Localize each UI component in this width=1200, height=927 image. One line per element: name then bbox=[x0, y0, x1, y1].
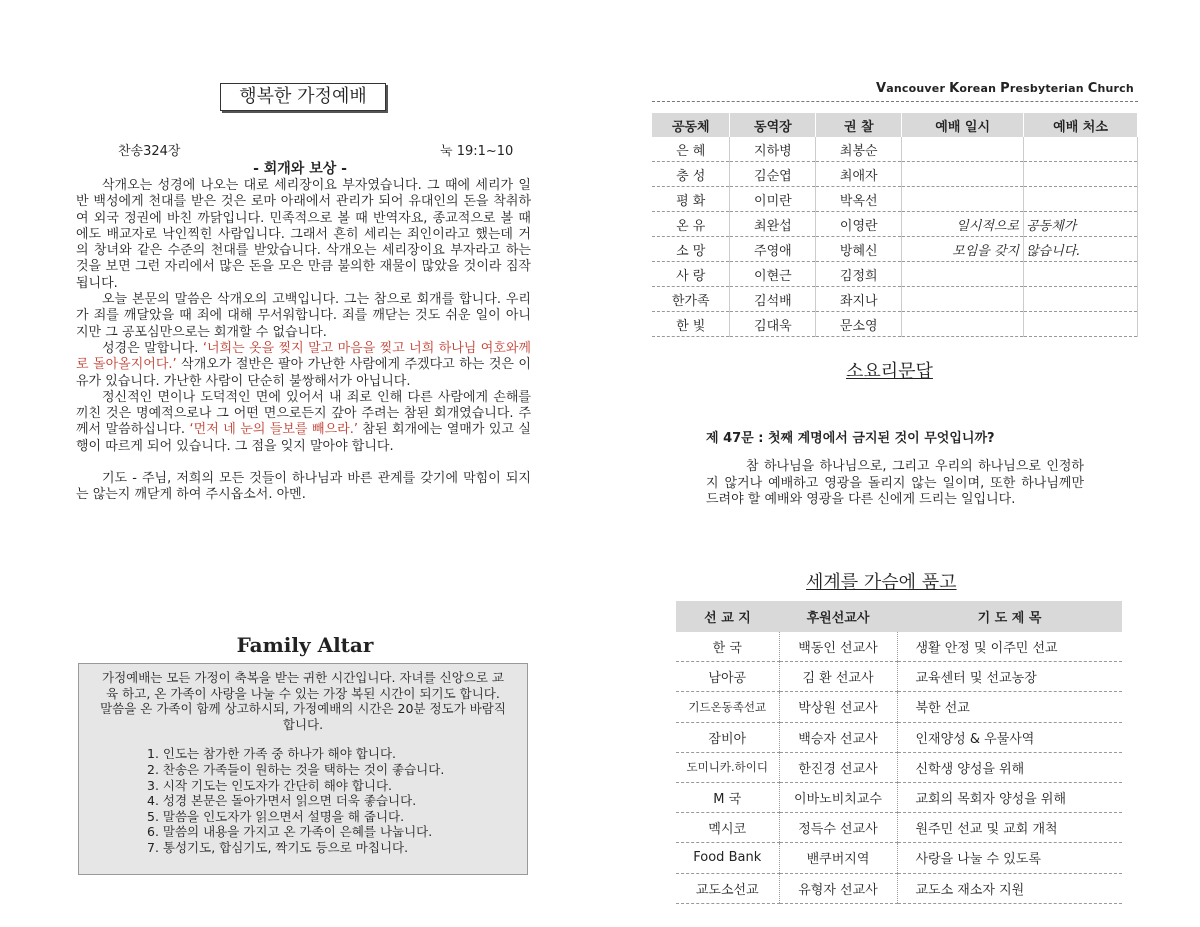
list-item: 4. 성경 본문은 돌아가면서 읽으면 더욱 좋습니다. bbox=[147, 793, 417, 809]
catechism-answer: 참 하나님을 하나님으로, 그리고 우리의 하나님으로 인정하지 않거나 예배하고 영광을 돌리지 않는 일이며, 또한 하나님께만 드려야 할 예배와 영광을 다른 신에게 드리는 일입니다. bbox=[706, 459, 1084, 507]
column-header: 선 교 지 bbox=[676, 601, 779, 632]
column-header: 동역장 bbox=[730, 113, 816, 137]
family-altar-intro: 가정예배는 모든 가정이 축복을 받는 귀한 시간입니다. 자녀를 신앙으로 교육 하고, 온 가족이 사랑을 나눌 수 있는 가장 복된 시간이 되기도 합니다. 말씀을 온 가족이 함께 상고하시되, 가정예배의 시간은 20분 정도가 바람직합니다. bbox=[100, 670, 506, 732]
sermon-text: 삭개오가 절반은 팔아 가난한 사람에게 주겠다고 하는 것은 이유가 있습니다. 가난한 사람이 단순히 불쌍해서가 아닙니다. bbox=[76, 357, 531, 389]
list-item: 6. 말씀의 내용을 가지고 온 가족이 은혜를 나눕니다. bbox=[147, 824, 433, 840]
family-altar-steps bbox=[147, 746, 507, 855]
header-divider bbox=[652, 101, 1138, 102]
scripture-quote: ‘먼저 네 눈의 들보를 빼으라.’ bbox=[189, 422, 358, 438]
scripture-quote: ‘너희는 옷을 찢지 말고 마음을 찢고 너희 하나님 여호와께로 돌아올지어다.’ bbox=[76, 340, 531, 373]
missions-title: 세계를 가슴에 품고 bbox=[806, 572, 957, 593]
sermon-text: 정신적인 면이나 도덕적인 면에 있어서 내 죄로 인해 다른 사람에게 손해를 끼친 것은 명예적으로나 그 어떤 면으로든지 갚아 주려는 참된 회개였습니다. 주께서 말씀하십니다. bbox=[76, 389, 531, 438]
family-altar-box bbox=[78, 663, 528, 875]
table-row: 충 성 김순엽 최애자 bbox=[652, 162, 1138, 187]
column-header: 후원선교사 bbox=[779, 601, 897, 632]
hymn-number: 찬송324장 bbox=[118, 144, 181, 159]
groups-table bbox=[652, 113, 1138, 337]
location-note: 않습니다. bbox=[1024, 237, 1138, 262]
sermon-paragraph bbox=[76, 390, 531, 455]
catechism-title: 소요리문답 bbox=[846, 361, 933, 382]
sermon-text: 성경은 말합니다. bbox=[102, 340, 203, 356]
table-row: 한 빛 김대욱 문소영 bbox=[652, 312, 1138, 337]
missions-table bbox=[676, 601, 1122, 904]
table-header-row bbox=[676, 601, 1122, 632]
closing-prayer: 기도 - 주님, 저희의 모든 것들이 하나님과 바른 관계를 갖기에 막힘이 되지는 않는지 깨닫게 하여 주시옵소서. 아멘. bbox=[76, 471, 531, 503]
sermon-subtitle: - 회개와 보상 - bbox=[253, 161, 347, 177]
schedule-note: 일시적으로 bbox=[902, 212, 1024, 237]
column-header: 예배 일시 bbox=[902, 113, 1024, 137]
sermon-text: 참된 회개에는 열매가 있고 실행이 따르게 되어 있습니다. 그 점을 잊지 말아야 합니다. bbox=[76, 422, 531, 454]
table-row: 한가족 김석배 좌지나 bbox=[652, 287, 1138, 312]
table-row: 남아공 김 환 선교사 교육센터 및 선교농장 bbox=[676, 662, 1122, 692]
table-row: 온 유 최완섭 이영란 일시적으로 공동체가 bbox=[652, 212, 1138, 237]
table-header-row bbox=[652, 113, 1138, 137]
table-row: M 국 이바노비치교수 교회의 목회자 양성을 위해 bbox=[676, 782, 1122, 812]
location-note: 공동체가 bbox=[1024, 212, 1138, 237]
list-item: 3. 시작 기도는 인도자가 간단히 해야 합니다. bbox=[147, 777, 393, 793]
table-row: 기드온동족선교 박상원 선교사 북한 선교 bbox=[676, 692, 1122, 722]
column-header: 권 찰 bbox=[816, 113, 902, 137]
column-header: 공동체 bbox=[652, 113, 730, 137]
sermon-paragraph: 오늘 본문의 말씀은 삭개오의 고백입니다. 그는 참으로 회개를 합니다. 우리가 죄를 깨달았을 때 죄에 대해 무서워합니다. 죄를 깨닫는 것도 쉬운 일이 아니지만 그 공포심만으로는 회개할 수 없습니다. bbox=[76, 292, 531, 340]
sermon-paragraph: 삭개오는 성경에 나오는 대로 세리장이요 부자였습니다. 그 때에 세리가 일반 백성에게 천대를 받은 것은 로마 아래에서 관리가 되어 유대인의 돈을 착취하여 외국 정권에 바친 까닭입니다. 민족적으로 볼 때 반역자요, 종교적으로 볼 때에도 배교자로 낙인찍힌 사람입니다. 그래서 흔히 세리는 죄인이라고 했는데 거의 창녀와 같은 수준의 천대를 받았습니다. 삭개오는 세리장이요 부자라고 하는 것을 보면 그런 자리에서 많은 돈을 모은 만큼 불의한 재물이 많았을 것이라 짐작됩니다. bbox=[76, 178, 531, 291]
list-item: 2. 찬송은 가족들이 원하는 것을 택하는 것이 좋습니다. bbox=[147, 761, 445, 777]
column-header: 기 도 제 목 bbox=[897, 601, 1122, 632]
table-row: 도미니카.하이디 한진경 선교사 신학생 양성을 위해 bbox=[676, 752, 1122, 782]
catechism-question: 제 47문 : 첫째 계명에서 금지된 것이 무엇입니까? bbox=[706, 431, 995, 446]
column-header: 예배 처소 bbox=[1024, 113, 1138, 137]
church-name: Vancouver Korean Presbyterian Church bbox=[876, 81, 1134, 96]
table-row: 평 화 이미란 박옥선 bbox=[652, 187, 1138, 212]
schedule-note: 모임을 갖지 bbox=[902, 237, 1024, 262]
list-item: 5. 말씀을 인도자가 읽으면서 설명을 해 줍니다. bbox=[147, 808, 405, 824]
table-row: 은 혜 지하병 최봉순 bbox=[652, 137, 1138, 162]
page-title: 행복한 가정예배 bbox=[220, 83, 386, 111]
sermon-body bbox=[76, 178, 531, 504]
table-row: 멕시코 정득수 선교사 원주민 선교 및 교회 개척 bbox=[676, 813, 1122, 843]
sermon-paragraph bbox=[76, 341, 531, 390]
table-row: 교도소선교 유형자 선교사 교도소 재소자 지원 bbox=[676, 873, 1122, 903]
table-row: 한 국 백동인 선교사 생활 안정 및 이주민 선교 bbox=[676, 632, 1122, 662]
table-row: 잠비아 백승자 선교사 인재양성 & 우물사역 bbox=[676, 722, 1122, 752]
list-item: 1. 인도는 참가한 가족 중 하나가 해야 합니다. bbox=[147, 746, 396, 762]
family-altar-title: Family Altar bbox=[236, 633, 374, 657]
scripture-reference: 눅 19:1~10 bbox=[440, 144, 514, 159]
list-item: 7. 통성기도, 합심기도, 짝기도 등으로 마칩니다. bbox=[147, 839, 409, 855]
table-row: 소 망 주영애 방혜신 모임을 갖지 않습니다. bbox=[652, 237, 1138, 262]
table-row: 사 랑 이현근 김정희 bbox=[652, 262, 1138, 287]
table-row: Food Bank 밴쿠버지역 사랑을 나눌 수 있도록 bbox=[676, 843, 1122, 873]
